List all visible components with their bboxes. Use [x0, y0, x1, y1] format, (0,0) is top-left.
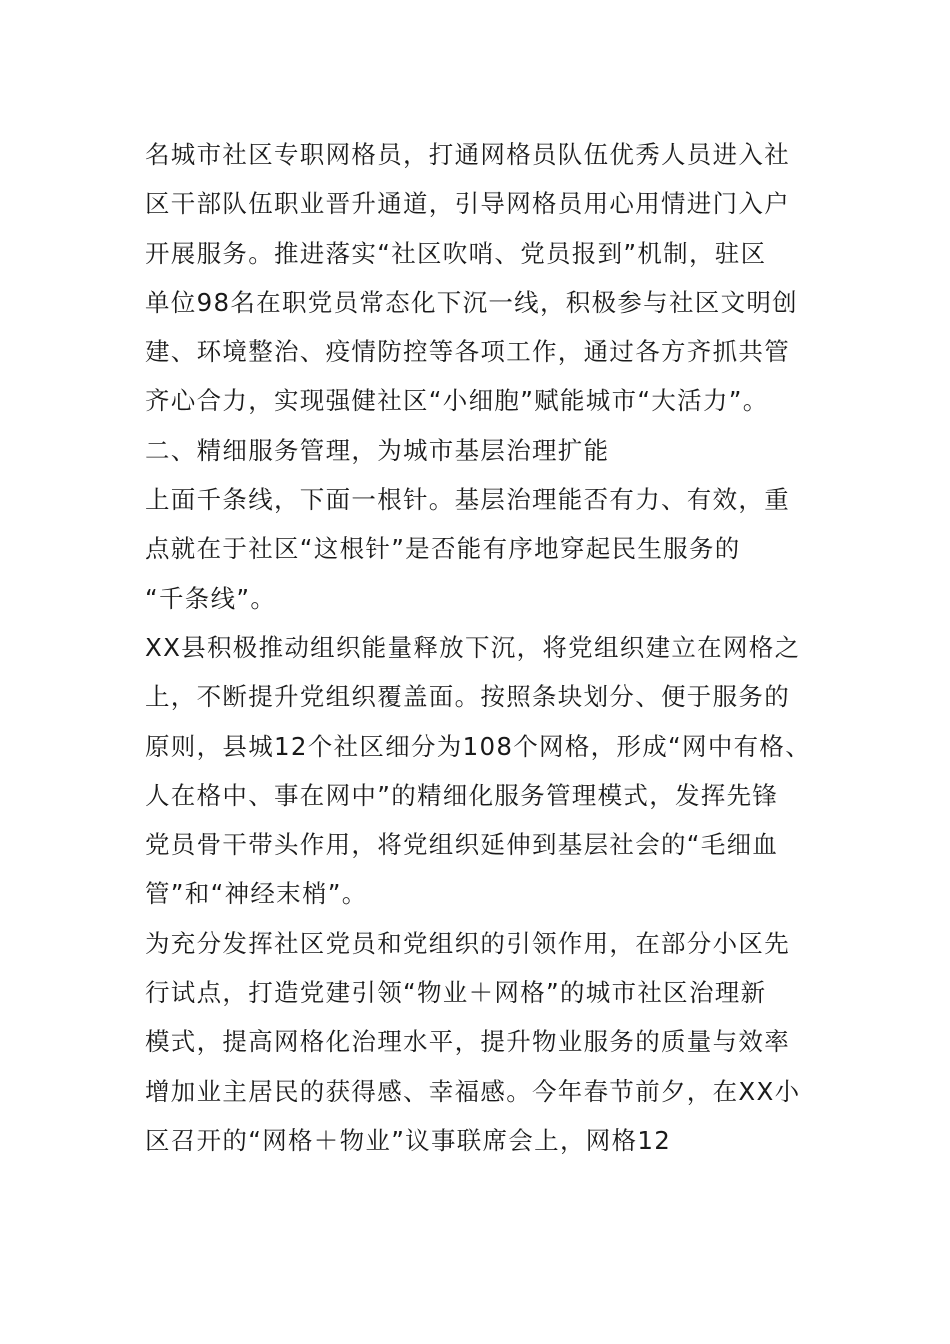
text-line: 为充分发挥社区党员和党组织的引领作用，在部分小区先: [145, 928, 790, 958]
text-line: 点就在于社区“这根针”是否能有序地穿起民生服务的: [145, 534, 741, 564]
text-line: XX县积极推动组织能量释放下沉，将党组织建立在网格之: [145, 632, 801, 662]
section-heading: 二、精细服务管理，为城市基层治理扩能: [145, 435, 610, 465]
text-line: 区干部队伍职业晋升通道，引导网格员用心用情进门入户: [145, 189, 790, 219]
text-line: 原则，县城12个社区细分为108个网格，形成“网中有格、: [145, 731, 812, 761]
text-line: “千条线”。: [145, 583, 277, 613]
text-line: 增加业主居民的获得感、幸福感。今年春节前夕，在XX小: [145, 1076, 801, 1106]
text-line: 模式，提高网格化治理水平，提升物业服务的质量与效率: [145, 1027, 790, 1057]
text-line: 名城市社区专职网格员，打通网格员队伍优秀人员进入社: [145, 140, 790, 169]
text-line: 上面千条线，下面一根针。基层治理能否有力、有效，重: [145, 485, 790, 515]
text-line: 行试点，打造党建引领“物业＋网格”的城市社区治理新: [145, 978, 767, 1008]
text-line: 开展服务。推进落实“社区吹哨、党员报到”机制，驻区: [145, 238, 767, 268]
text-line: 管”和“神经末梢”。: [145, 879, 368, 909]
text-line: 齐心合力，实现强健社区“小细胞”赋能城市“大活力”。: [145, 386, 769, 416]
document-body: [145, 130, 835, 1165]
text-line: 区召开的“网格＋物业”议事联席会上，网格12: [145, 1125, 672, 1155]
text-line: 人在格中、事在网中”的精细化服务管理模式，发挥先锋: [145, 780, 779, 810]
text-line: 上，不断提升党组织覆盖面。按照条块划分、便于服务的: [145, 682, 790, 712]
text-line: 党员骨干带头作用，将党组织延伸到基层社会的“毛细血: [145, 830, 779, 860]
text-line: 建、环境整治、疫情防控等各项工作，通过各方齐抓共管: [145, 337, 790, 367]
text-line: 单位98名在职党员常态化下沉一线，积极参与社区文明创: [145, 287, 798, 317]
